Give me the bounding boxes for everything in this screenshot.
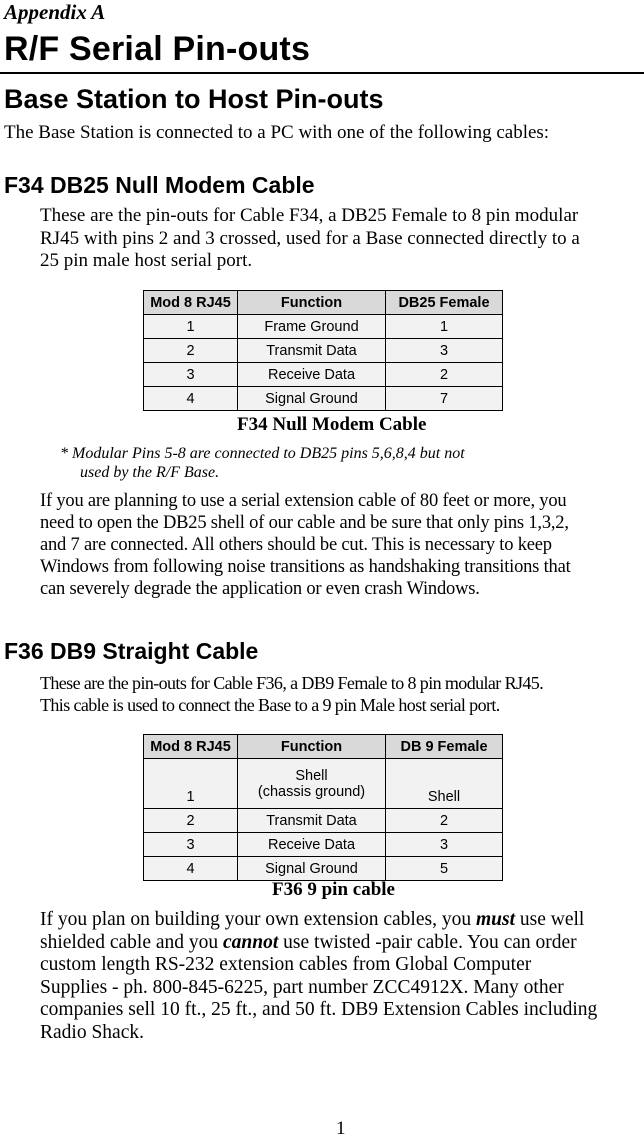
table-cell: Shell: [386, 759, 503, 809]
table-cell-line: Shell: [295, 767, 328, 784]
table-row: [144, 339, 503, 363]
table-cell: [238, 759, 386, 809]
table-cell: Frame Ground: [238, 315, 386, 339]
section-intro: The Base Station is connected to a PC with one of the following cables:: [4, 122, 550, 143]
column-header: DB25 Female: [386, 291, 503, 315]
f34-table-caption: F34 Null Modem Cable: [237, 414, 427, 435]
table-cell: Transmit Data: [238, 339, 386, 363]
table-cell: 5: [386, 857, 503, 881]
column-header: Mod 8 RJ45: [144, 735, 238, 759]
appendix-label: Appendix A: [4, 0, 106, 24]
table-row: [144, 759, 503, 809]
table-cell: Receive Data: [238, 833, 386, 857]
table-cell: 2: [144, 809, 238, 833]
closing-line: Radio Shack.: [40, 1021, 144, 1043]
column-header: DB 9 Female: [386, 735, 503, 759]
title-divider: [0, 72, 644, 74]
warning-line: can severely degrade the application or even crash Windows.: [40, 579, 480, 599]
table-cell: 3: [386, 339, 503, 363]
table-cell: 1: [144, 759, 238, 809]
f34-description-line: RJ45 with pins 2 and 3 crossed, used for a Base connected directly to a: [40, 227, 580, 249]
f36-closing-paragraph: [40, 909, 640, 1044]
closing-line: Supplies - ph. 800-845-6225, part number ZCC4912X. Many other: [40, 976, 564, 998]
table-row: [144, 833, 503, 857]
table-row: [144, 387, 503, 411]
closing-text: shielded cable and you: [40, 931, 224, 953]
f34-description-line: 25 pin male host serial port.: [40, 250, 253, 271]
table-cell: 3: [386, 833, 503, 857]
closing-line: custom length RS-232 extension cables from Global Computer: [40, 954, 532, 975]
closing-text: If you plan on building your own extension cables, you: [40, 909, 476, 930]
f36-heading: F36 DB9 Straight Cable: [4, 638, 259, 664]
table-row: [144, 315, 503, 339]
table-cell: Receive Data: [238, 363, 386, 387]
closing-text: use twisted -pair cable. You can order: [278, 931, 577, 953]
page-number: 1: [336, 1118, 346, 1139]
f36-description-line: These are the pin-outs for Cable F36, a DB9 Female to 8 pin modular RJ45.: [40, 673, 544, 693]
f34-footnote: [60, 444, 465, 482]
column-header: Mod 8 RJ45: [144, 291, 238, 315]
table-cell: 2: [386, 809, 503, 833]
f36-pin-table: [143, 734, 503, 881]
emphasis-cannot: cannot: [223, 931, 279, 953]
section-heading: Base Station to Host Pin-outs: [4, 84, 384, 114]
f34-description: [40, 205, 640, 273]
table-cell: 4: [144, 387, 238, 411]
table-cell: 4: [144, 857, 238, 881]
emphasis-must: must: [475, 909, 516, 930]
table-cell: 3: [144, 833, 238, 857]
column-header: Function: [238, 291, 386, 315]
f34-description-line: These are the pin-outs for Cable F34, a DB25 Female to 8 pin modular: [40, 205, 579, 226]
warning-line: need to open the DB25 shell of our cable and be sure that only pins 1,3,2,: [40, 513, 569, 533]
closing-line: companies sell 10 ft., 25 ft., and 50 ft. DB9 Extension Cables including: [40, 999, 598, 1020]
warning-line: If you are planning to use a serial extension cable of 80 feet or more, you: [40, 491, 567, 511]
table-cell: 7: [386, 387, 503, 411]
table-header-row: [144, 291, 503, 315]
table-row: [144, 857, 503, 881]
closing-line: [40, 909, 640, 932]
table-header-row: [144, 735, 503, 759]
f36-description-line: This cable is used to connect the Base to a 9 pin Male host serial port.: [40, 695, 500, 715]
table-cell: 2: [386, 363, 503, 387]
table-cell: 3: [144, 363, 238, 387]
f34-heading: F34 DB25 Null Modem Cable: [4, 172, 315, 198]
closing-text: use well: [515, 909, 585, 930]
table-cell-line: (chassis ground): [257, 783, 366, 800]
column-header: Function: [238, 735, 386, 759]
warning-line: Windows from following noise transitions as handshaking transitions that: [40, 557, 571, 577]
table-cell: 1: [386, 315, 503, 339]
f34-warning: [40, 490, 640, 600]
f36-table-caption: F36 9 pin cable: [272, 879, 395, 900]
warning-line: and 7 are connected. All others should be cut. This is necessary to keep: [40, 535, 552, 555]
f36-description: [40, 672, 640, 716]
table-cell: Transmit Data: [238, 809, 386, 833]
table-row: [144, 809, 503, 833]
table-cell: 2: [144, 339, 238, 363]
f34-pin-table: [143, 290, 503, 411]
table-row: [144, 363, 503, 387]
footnote-line: used by the R/F Base.: [80, 464, 220, 481]
footnote-line: * Modular Pins 5-8 are connected to DB25 pins 5,6,8,4 but not: [60, 445, 465, 462]
table-cell: Signal Ground: [238, 857, 386, 881]
closing-line: [40, 932, 640, 955]
table-cell: Signal Ground: [238, 387, 386, 411]
table-cell: 1: [144, 315, 238, 339]
page-title: R/F Serial Pin-outs: [4, 30, 311, 68]
